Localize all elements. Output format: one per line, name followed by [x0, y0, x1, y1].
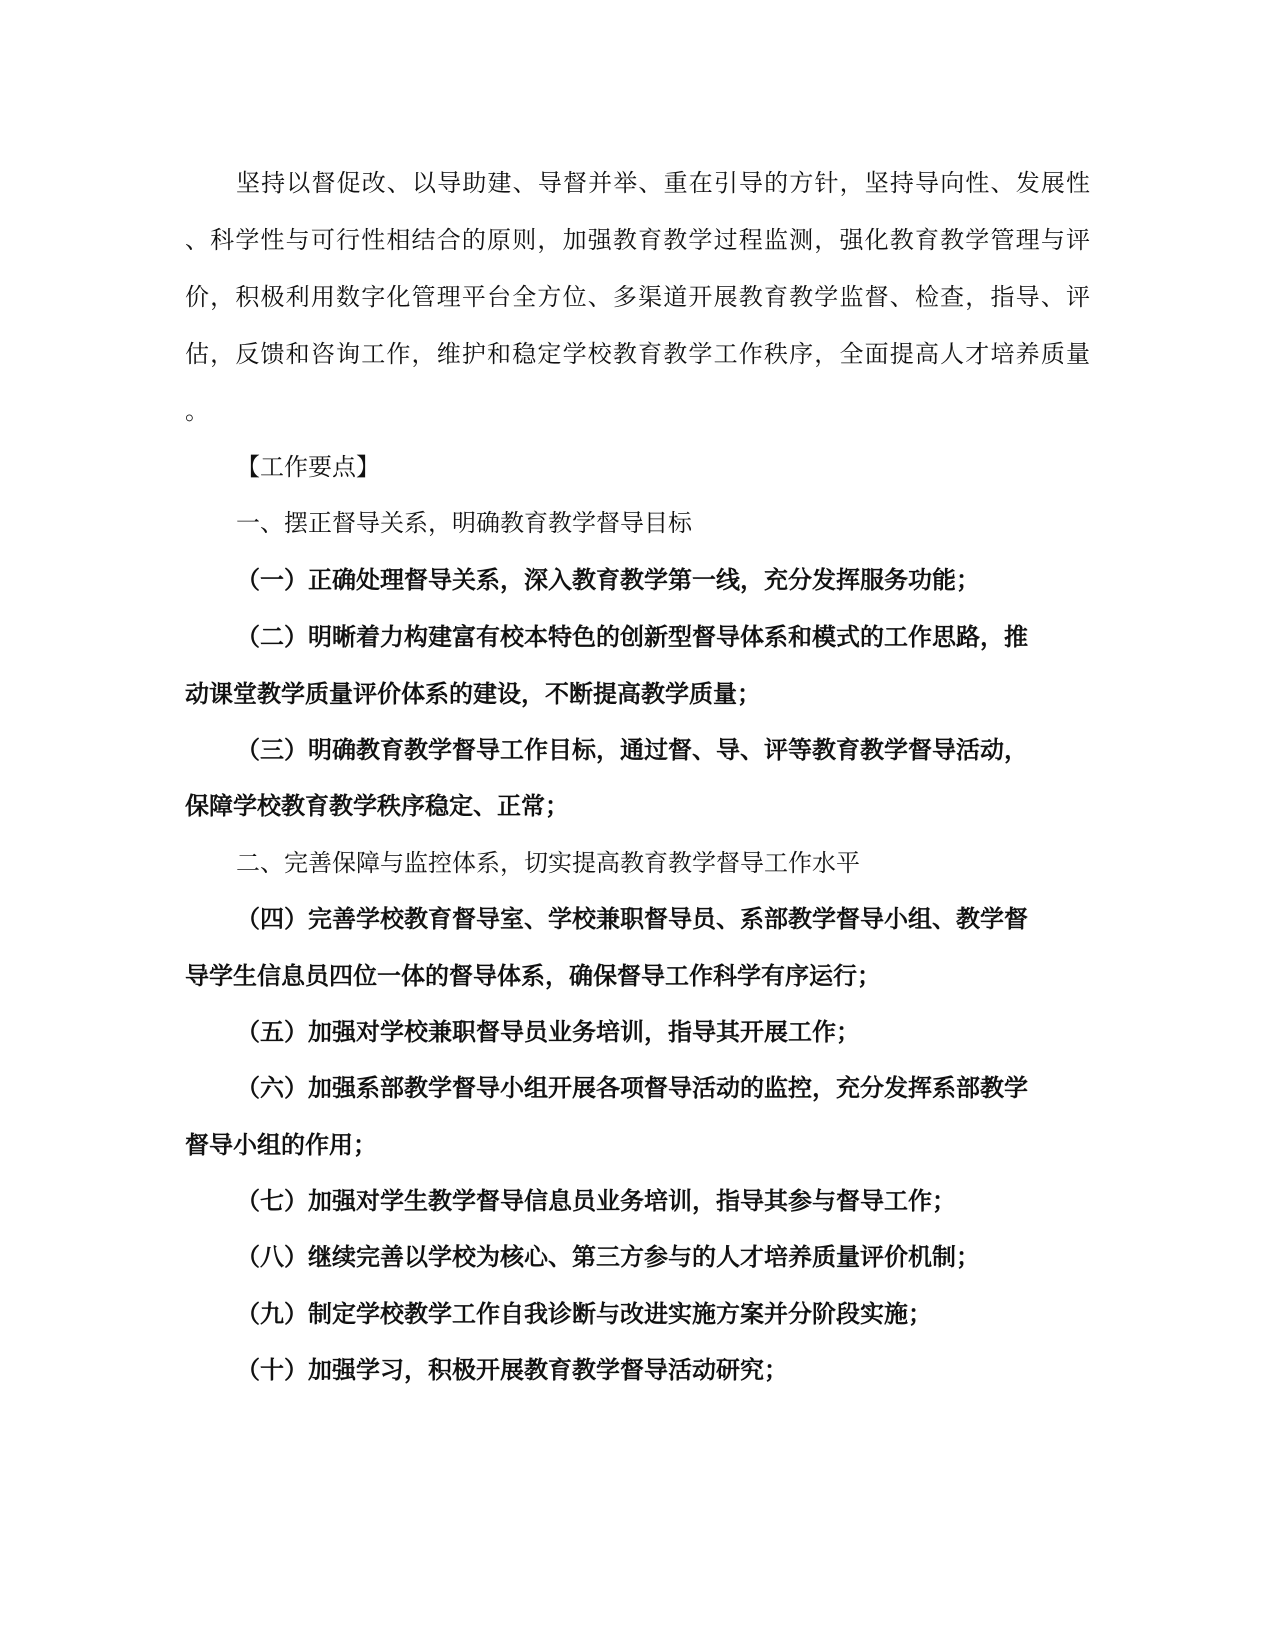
list-item-3-line-2: 保障学校教育教学秩序稳定、正常； — [185, 791, 569, 820]
intro-line-5: 。 — [185, 397, 209, 425]
list-item-4-line-2: 导学生信息员四位一体的督导体系，确保督导工作科学有序运行； — [185, 961, 881, 990]
list-item-8: （八）继续完善以学校为核心、第三方参与的人才培养质量评价机制； — [236, 1242, 980, 1271]
list-item-3-line-1: （三）明确教育教学督导工作目标，通过督、导、评等教育教学督导活动， — [236, 735, 1028, 764]
part1-heading: 一、摆正督导关系，明确教育教学督导目标 — [236, 509, 692, 537]
list-item-4-line-1: （四）完善学校教育督导室、学校兼职督导员、系部教学督导小组、教学督 — [236, 904, 1028, 933]
intro-line-3: 价，积极利用数字化管理平台全方位、多渠道开展教育教学监督、检查，指导、评 — [185, 283, 1090, 311]
list-item-5: （五）加强对学校兼职督导员业务培训，指导其开展工作； — [236, 1017, 860, 1046]
list-item-6-line-2: 督导小组的作用； — [185, 1130, 377, 1159]
intro-line-2: 、科学性与可行性相结合的原则，加强教育教学过程监测，强化教育教学管理与评 — [185, 226, 1090, 254]
intro-line-4: 估，反馈和咨询工作，维护和稳定学校教育教学工作秩序，全面提高人才培养质量 — [185, 340, 1090, 368]
list-item-9: （九）制定学校教学工作自我诊断与改进实施方案并分阶段实施； — [236, 1299, 932, 1328]
list-item-6-line-1: （六）加强系部教学督导小组开展各项督导活动的监控，充分发挥系部教学 — [236, 1073, 1028, 1102]
intro-line-1: 坚持以督促改、以导助建、导督并举、重在引导的方针，坚持导向性、发展性 — [236, 169, 1090, 197]
list-item-7: （七）加强对学生教学督导信息员业务培训，指导其参与督导工作； — [236, 1186, 956, 1215]
list-item-2-line-1: （二）明晰着力构建富有校本特色的创新型督导体系和模式的工作思路，推 — [236, 622, 1028, 651]
part2-heading: 二、完善保障与监控体系，切实提高教育教学督导工作水平 — [236, 849, 860, 877]
list-item-1: （一）正确处理督导关系，深入教育教学第一线，充分发挥服务功能； — [236, 565, 980, 594]
list-item-10: （十）加强学习，积极开展教育教学督导活动研究； — [236, 1355, 788, 1384]
section-heading: 【工作要点】 — [236, 453, 380, 481]
list-item-2-line-2: 动课堂教学质量评价体系的建设，不断提高教学质量； — [185, 679, 761, 708]
